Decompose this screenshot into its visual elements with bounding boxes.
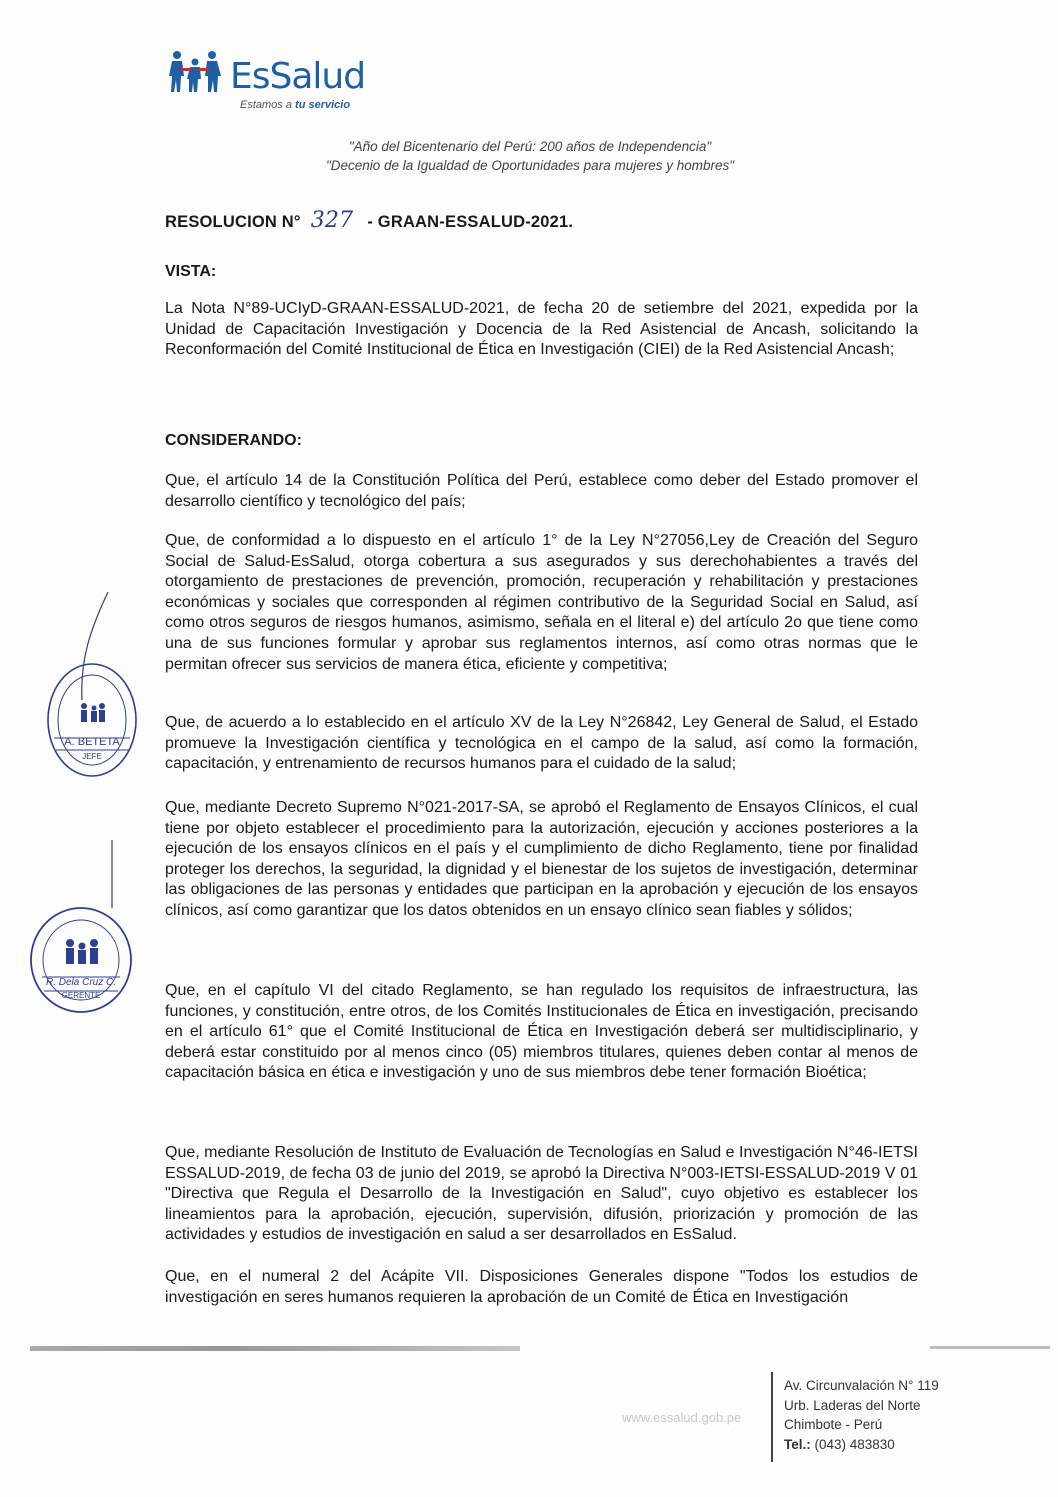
- footer-website: www.essalud.gob.pe: [622, 1410, 742, 1425]
- year-line-1: "Año del Bicentenario del Perú: 200 años de Independencia": [348, 139, 712, 154]
- logo-slogan: Estamos a tu servicio: [240, 99, 351, 111]
- footer-rule-right: [930, 1346, 1050, 1349]
- paragraph-directiva: Que, mediante Resolución de Instituto de Evaluación de Tecnologías en Salud e Investigación N°46-IETSI ESSALUD-2019, de fecha 03 de junio del 2019, se aprobó la Directiva N°003-IETSI-ESSALUD-2019 V 01 "Directiva que Regula el Desarrollo de la Investigación en Salud", cuyo objetivo es establecer los lineamientos para la aprobación, ejecución, supervisión, difusión, priorización y promoción de las actividades y estudios de investigación en salud a ser desarrollados en EsSalud.: [165, 1144, 918, 1244]
- stamp-red-asistencial: [28, 905, 134, 1015]
- footer-address-divider: [771, 1372, 773, 1462]
- paragraph-capitulo-vi: Que, en el capítulo VI del citado Reglamento, se han regulado los requisitos de infraestructura, las funciones, y constitución, entre otros, de los Comités Institucionales de Ética en investigación, precisando en el artículo 61° que el Comité Institucional de Ética en Investigación deberá ser multidisciplinario, y deberá estar constituido por al menos cinco (05) miembros titulares, quienes deben contar al menos de capacitación básica en ética e investigación y uno de sus miembros debe tener formación Bioética;: [165, 982, 918, 1082]
- considerando-heading: CONSIDERANDO:: [165, 432, 302, 449]
- paragraph-decreto-supremo: Que, mediante Decreto Supremo N°021-2017-SA, se aprobó el Reglamento de Ensayos Clínicos, el cual tiene por objeto establecer el procedimiento para la autorización, ejecución y acciones posteriores a la ejecución de los ensayos clínicos en el país y el cumplimiento de dicho Reglamento, tiene por finalidad proteger los derechos, la seguridad, la dignidad y el bienestar de los sujetos de investigación, determinar las obligaciones de las personas y entidades que participan en la aprobación y ejecución de los ensayos clínicos, así como garantizar que los datos obtenidos en un ensayo clínico sean fiables y sólidos;: [165, 799, 918, 919]
- year-line-2: "Decenio de la Igualdad de Oportunidades para mujeres y hombres": [325, 158, 735, 173]
- essalud-logo: [168, 44, 388, 114]
- footer-address: [784, 1376, 939, 1454]
- stamp1-role: JEFE: [82, 752, 102, 761]
- paragraph-ley-27056: Que, de conformidad a lo dispuesto en el artículo 1° de la Ley N°27056,Ley de Creación del Seguro Social de Salud-EsSalud, otorga cobertura a sus asegurados y sus derechohabientes a través del otorgamiento de prestaciones de prevención, promoción, recuperación y rehabilitación y prestaciones económicas y sociales que corresponden al régimen contributivo de la Seguridad Social en Salud, así como otros seguros de riesgos humanos, asimismo, señala en el literal e) del artículo 2o que tiene como una de sus funciones formular y aprobar sus reglamentos internos, así como otras normas que le permitan ofrecer sus servicios de manera ética, eficiente y competitiva;: [165, 532, 918, 673]
- stamp-legal-unit: [44, 660, 140, 780]
- paragraph-numeral-2: Que, en el numeral 2 del Acápite VII. Disposiciones Generales dispone "Todos los estudios de investigación en seres humanos requieren la aprobación de un Comité de Ética en Investigación: [165, 1268, 918, 1306]
- year-denomination: [250, 137, 810, 175]
- stamp2-name: R. Dela Cruz C.: [45, 977, 116, 988]
- footer-rule: [30, 1346, 520, 1351]
- paragraph-constitution: Que, el artículo 14 de la Constitución Política del Perú, establece como deber del Estado promover el desarrollo científico y tecnológico del país;: [165, 472, 918, 510]
- address-telephone: Tel.: (043) 483830: [784, 1436, 895, 1452]
- stamp-seal-icon: [44, 660, 140, 780]
- paragraph-ley-26842: Que, de acuerdo a lo establecido en el artículo XV de la Ley N°26842, Ley General de Salud, el Estado promueve la Investigación científica y tecnológica en el campo de la salud, así como la formación, capacitación, y entrenamiento de recursos humanos para el cuidado de la salud;: [165, 714, 918, 773]
- resolution-suffix: - GRAAN-ESSALUD-2021.: [367, 213, 574, 231]
- address-line-1: Av. Circunvalación N° 119: [784, 1378, 939, 1393]
- address-line-2: Urb. Laderas del Norte: [784, 1397, 921, 1413]
- resolution-prefix: RESOLUCION N°: [165, 213, 301, 231]
- address-line-3: Chimbote - Perú: [784, 1417, 883, 1432]
- stamp2-role: GERENTE: [61, 991, 101, 1000]
- paragraph-vista: La Nota N°89-UCIyD-GRAAN-ESSALUD-2021, de fecha 20 de setiembre del 2021, expedida por la Unidad de Capacitación Investigación y Docencia de la Red Asistencial de Ancash, solicitando la Reconformación del Comité Institucional de Ética en Investigación (CIEI) de la Red Asistencial Ancash;: [165, 300, 918, 359]
- resolution-title: [165, 208, 573, 233]
- vista-heading: VISTA:: [165, 263, 217, 280]
- family-logo-icon: [168, 50, 228, 94]
- resolution-number: 327: [310, 208, 354, 233]
- stamp1-name: A. BETETA: [64, 736, 120, 748]
- logo-wordmark: EsSalud: [230, 56, 366, 97]
